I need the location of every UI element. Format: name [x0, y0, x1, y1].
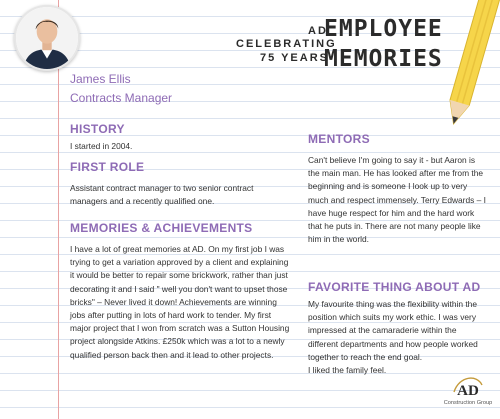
- title-years: 75 YEARS: [260, 52, 329, 64]
- logo-monogram: AD: [457, 383, 479, 399]
- employee-name: James Ellis: [70, 72, 131, 86]
- memories-heading: MEMORIES & ACHIEVEMENTS: [70, 221, 253, 235]
- logo-text: Construction Group: [443, 400, 493, 406]
- title-celebrating: CELEBRATING: [236, 38, 337, 50]
- person-photo-icon: [16, 7, 78, 69]
- ad-logo-icon: [451, 372, 485, 400]
- favourite-text: [308, 298, 486, 377]
- mentors-text: Can't believe I'm going to say it - but Aaron is the main man. He has looked after me from the beginning and is someone I look up to very much and respect immensely. Terry Edwards – I have huge respect for him and the hard work that he puts in. There are not many people like him in the world.: [308, 155, 486, 245]
- page-title: [232, 12, 444, 80]
- title-prefix: AD: [308, 25, 328, 37]
- memories-text: I have a lot of great memories at AD. On my first job I was trying to get a variation approved by a client and explaining it would be better to repair some brickwork, rather than just decorating it and I said " well you don't want to upset those bricks" – Never lived it down! Achievements are winning jobs after putting in lots of hard work to tender. My first major project that I won from scratch was a Sutton Housing project alongside Atkins. £250k which was a lot to a newly qualified person back then and it lead to other projects.: [70, 244, 290, 360]
- favourite-paragraph: My favourite thing was the flexibility within the position which suits my work ethic. I was very impressed at the camaraderie within the different departments and how people worked together to reach the end goal.: [308, 299, 478, 362]
- first-role-heading: FIRST ROLE: [70, 160, 145, 174]
- first-role-text: Assistant contract manager to two senior contract managers and a recently qualified one.: [70, 183, 254, 207]
- employee-avatar: [14, 5, 80, 71]
- pencil-icon: [437, 0, 500, 142]
- history-heading: HISTORY: [70, 122, 125, 136]
- title-memories: MEMORIES: [324, 46, 443, 72]
- favourite-closing: I liked the family feel.: [308, 365, 387, 376]
- company-logo: [440, 372, 496, 416]
- title-employee: EMPLOYEE: [324, 16, 443, 42]
- favourite-heading: FAVORITE THING ABOUT AD: [308, 280, 481, 294]
- employee-role: Contracts Manager: [70, 91, 173, 105]
- history-text: I started in 2004.: [70, 141, 133, 151]
- mentors-heading: MENTORS: [308, 132, 370, 146]
- employee-info: [70, 70, 172, 108]
